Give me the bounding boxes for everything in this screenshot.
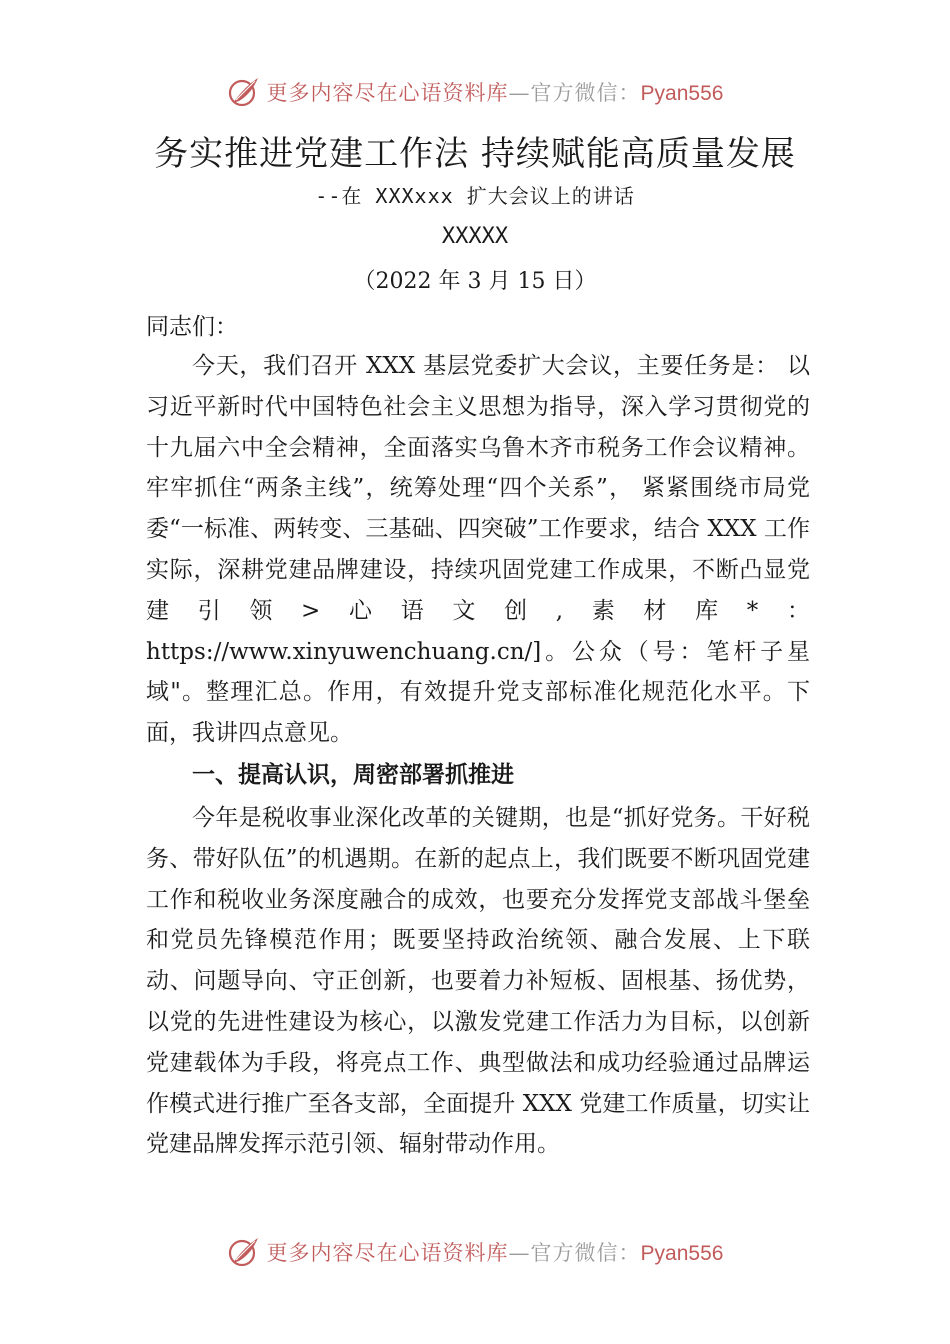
watermark-banner-top bbox=[0, 72, 950, 112]
document-subtitle: --在 XXXxxx 扩大会议上的讲话 bbox=[315, 184, 635, 208]
document-author: XXXXX bbox=[441, 224, 509, 249]
document-title: 务实推进党建工作法 持续赋能高质量发展 bbox=[154, 134, 796, 174]
paragraph-intro: 今天，我们召开 XXX 基层党委扩大会议，主要任务是： 以习近平新时代中国特色社会主义思想为指导，深入学习贯彻党的十九届六中全会精神，全面落实乌鲁木齐市税务工作会议精神。牢牢抓住“两条主线”，统筹处理“四个关系”， 紧紧围绕市局党委“一标准、两转变、三基础、四突破”工作要求，结合 XXX 工作实际，深耕党建品牌建设，持续巩固党建工作成果，不断凸显党建引领>心语文创,素材库*：https://www.xinyuwenchuang.cn/]。公众（号：笔杆子星域"。整理汇总。作用，有效提升党支部标准化规范化水平。下面，我讲四点意见。 bbox=[146, 353, 810, 747]
greeting: 同志们： bbox=[146, 314, 238, 340]
document-date: （2022 年 3 月 15 日） bbox=[353, 269, 597, 294]
feather-logo-icon bbox=[227, 1235, 261, 1269]
feather-logo-icon bbox=[227, 75, 261, 109]
watermark-banner-bottom bbox=[0, 1232, 950, 1272]
paragraph-section-1: 今年是税收事业深化改革的关键期，也是“抓好党务。干好税务、带好队伍”的机遇期。在新的起点上，我们既要不断巩固党建工作和税收业务深度融合的成效，也要充分发挥党支部战斗堡垒和党员先锋模范作用；既要坚持政治统领、融合发展、上下联动、问题导向、守正创新，也要着力补短板、固根基、扬优势，以党的先进性建设为核心，以激发党建工作活力为目标，以创新党建载体为手段，将亮点工作、典型做法和成功经验通过品牌运作模式进行推广至各支部，全面提升 XXX 党建工作质量，切实让党建品牌发挥示范引领、辐射带动作用。 bbox=[146, 805, 810, 1158]
watermark-text: 更多内容尽在心语资料库—官方微信：Pyan556 bbox=[266, 81, 724, 105]
section-heading-1: 一、提高认识，周密部署抓推进 bbox=[192, 762, 514, 788]
watermark-text: 更多内容尽在心语资料库—官方微信：Pyan556 bbox=[266, 1241, 724, 1265]
